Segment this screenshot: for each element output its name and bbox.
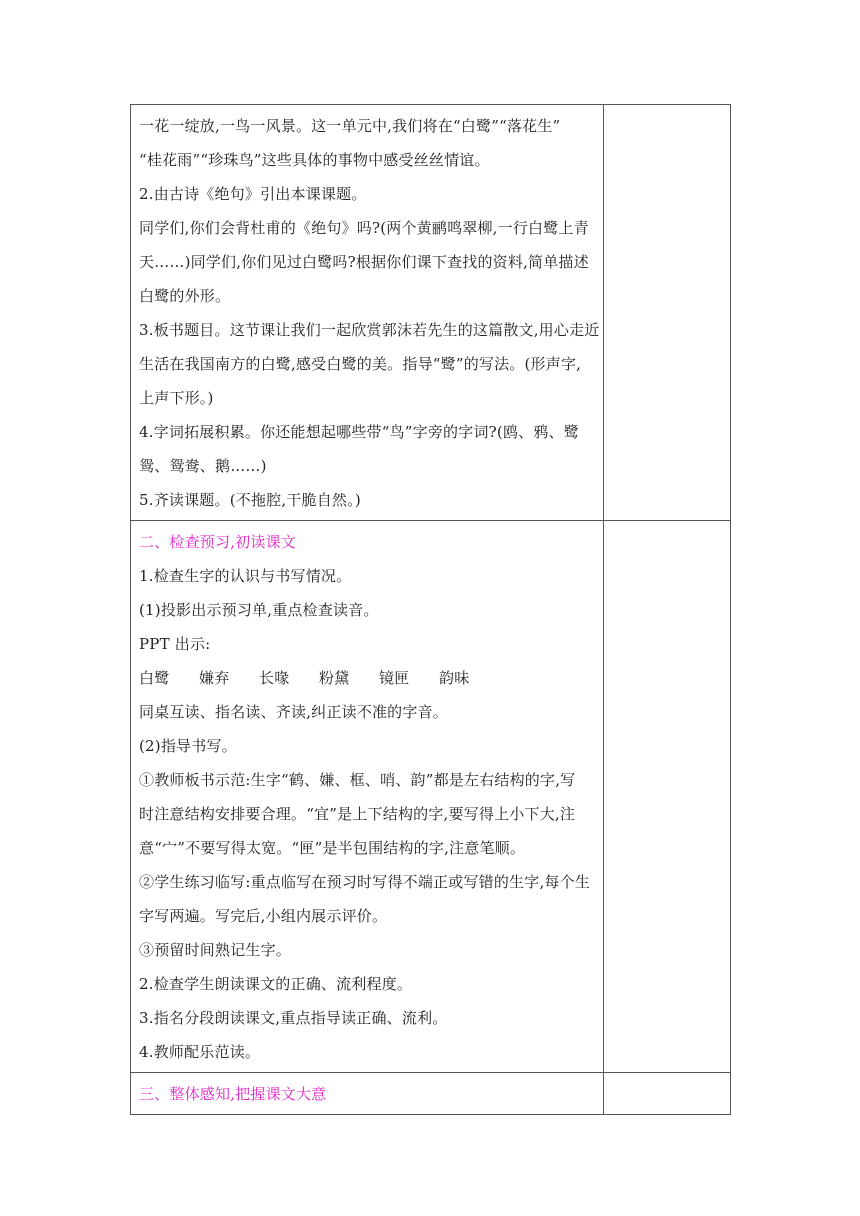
text-line: (2)指导书写。	[139, 737, 237, 755]
main-cell-preview	[131, 521, 604, 1073]
lesson-plan-table	[130, 104, 731, 1115]
text-line: (1)投影出示预习单,重点检查读音。	[139, 601, 379, 619]
vocab-word: 长喙	[259, 669, 290, 687]
text-line: 同桌互读、指名读、齐读,纠正读不准的字音。	[139, 703, 448, 721]
vocab-word: 嫌弃	[199, 669, 230, 687]
vocab-word: 粉黛	[319, 669, 350, 687]
table-row-preview	[131, 521, 731, 1073]
text-line: 5.齐读课题。(不拖腔,干脆自然。)	[139, 491, 361, 509]
text-line: 时注意结构安排要合理。“宜”是上下结构的字,要写得上小下大,注	[139, 805, 576, 823]
text-line: 1.检查生字的认识与书写情况。	[139, 567, 352, 585]
text-line: 意“宀”不要写得太宽。“匣”是半包围结构的字,注意笔顺。	[139, 839, 526, 857]
text-line: 3.板书题目。这节课让我们一起欣赏郭沫若先生的这篇散文,用心走近	[139, 321, 600, 339]
vocab-word: 白鹭	[139, 669, 170, 687]
text-line: 上声下形。)	[139, 389, 214, 407]
vocabulary-list	[139, 661, 595, 695]
text-line: 3.指名分段朗读课文,重点指导读正确、流利。	[139, 1009, 448, 1027]
text-line: 鸳、鸳鸯、鹅……)	[139, 457, 267, 475]
section-heading: 三、整体感知,把握课文大意	[139, 1085, 327, 1103]
text-line: 2.由古诗《绝句》引出本课课题。	[139, 185, 367, 203]
notes-cell-preview	[604, 521, 731, 1073]
text-line: 字写两遍。写完后,小组内展示评价。	[139, 907, 388, 925]
text-line: 生活在我国南方的白鹭,感受白鹭的美。指导“鹭”的写法。(形声字,	[139, 355, 582, 373]
vocab-word: 韵味	[439, 669, 470, 687]
text-line: “桂花雨”“珍珠鸟”这些具体的事物中感受丝丝情谊。	[139, 151, 490, 169]
text-line: ③预留时间熟记生字。	[139, 941, 292, 959]
notes-cell-overview	[604, 1073, 731, 1115]
table-row-intro	[131, 105, 731, 521]
text-line: 4.教师配乐范读。	[139, 1043, 261, 1061]
text-line: 同学们,你们会背杜甫的《绝句》吗?(两个黄鹂鸣翠柳,一行白鹭上青	[139, 219, 589, 237]
text-line: 天……)同学们,你们见过白鹭吗?根据你们课下查找的资料,简单描述	[139, 253, 589, 271]
text-line: PPT 出示:	[139, 635, 211, 653]
section-heading: 二、检查预习,初读课文	[139, 533, 296, 551]
text-line: 一花一绽放,一鸟一风景。这一单元中,我们将在“白鹭”“落花生”	[139, 117, 561, 135]
text-line: ①教师板书示范:生字“鹤、嫌、框、哨、韵”都是左右结构的字,写	[139, 771, 576, 789]
table-row-overview	[131, 1073, 731, 1115]
text-line: 2.检查学生朗读课文的正确、流利程度。	[139, 975, 413, 993]
text-line: 4.字词拓展积累。你还能想起哪些带“鸟”字旁的字词?(鸥、鸦、鹭	[139, 423, 579, 441]
main-cell-intro	[131, 105, 604, 521]
notes-cell-intro	[604, 105, 731, 521]
text-line: 白鹭的外形。	[139, 287, 231, 305]
vocab-word: 镜匣	[379, 669, 410, 687]
text-line: ②学生练习临写:重点临写在预习时写得不端正或写错的生字,每个生	[139, 873, 591, 891]
main-cell-overview	[131, 1073, 604, 1115]
